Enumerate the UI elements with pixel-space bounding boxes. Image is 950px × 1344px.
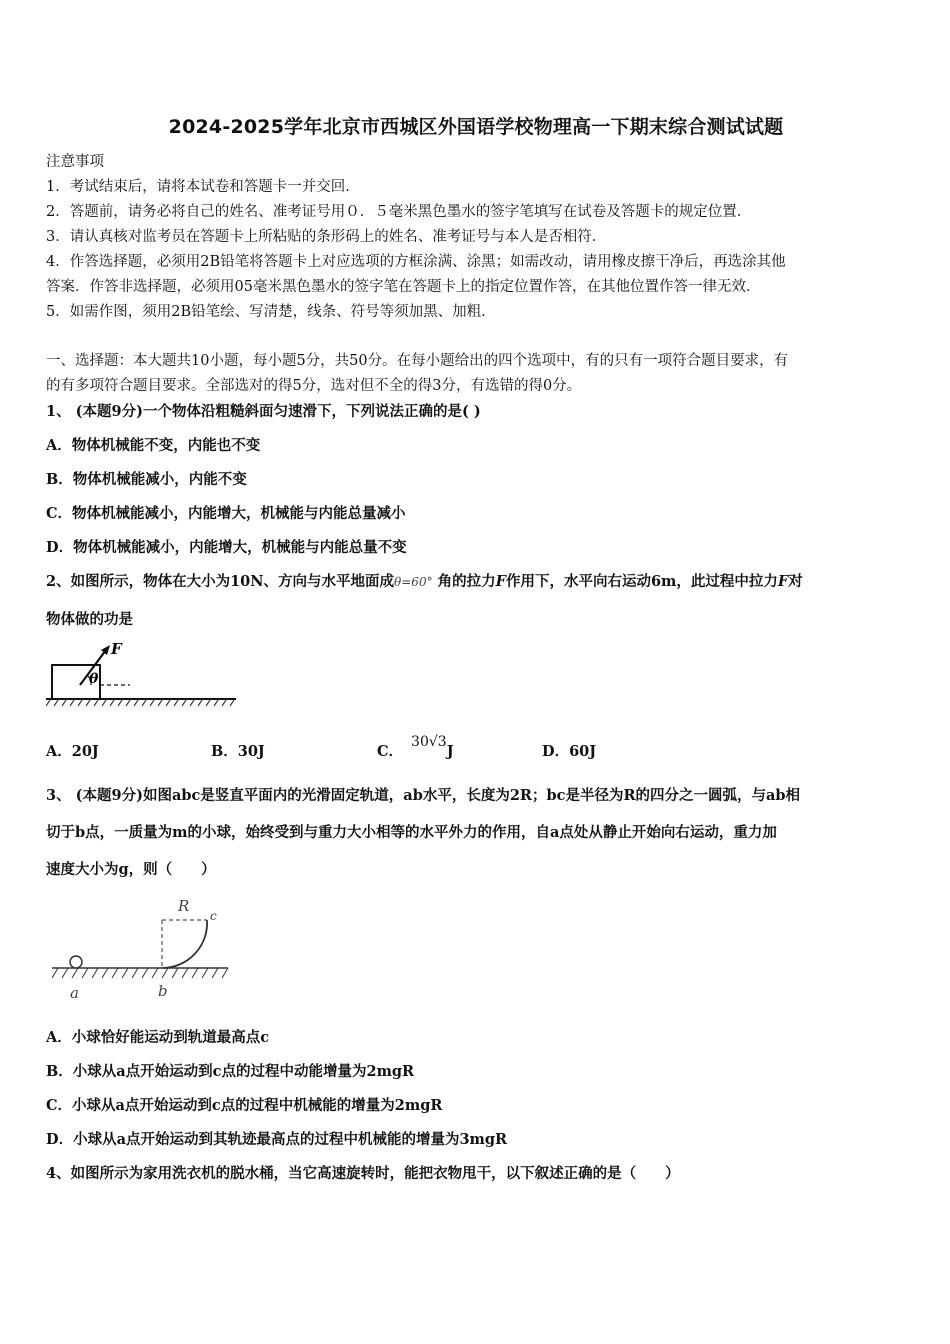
angle-label: θ — [89, 671, 99, 687]
section-heading-cont: 的有多项符合题目要求。全部选对的得5分，选对但不全的得3分，有选错的得0分。 — [46, 378, 582, 394]
exam-title: 2024-2025学年北京市西城区外国语学校物理高一下期末综合测试试题 — [168, 116, 784, 138]
notice-item: 1．考试结束后，请将本试卷和答题卡一并交回． — [46, 179, 360, 195]
notice-item: 4．作答选择题，必须用2B铅笔将答题卡上对应选项的方框涂满、涂黑；如需改动，请用橡皮擦干净后，再选涂其他 — [46, 254, 786, 270]
notice-heading: 注意事项 — [46, 154, 104, 170]
notice-item: 3．请认真核对监考员在答题卡上所粘贴的条形码上的姓名、准考证号与本人是否相符． — [46, 229, 607, 245]
q2-figure — [46, 636, 246, 716]
q1-option-a: A．物体机械能不变，内能也不变 — [46, 437, 261, 454]
q3-option-a: A．小球恰好能运动到轨道最高点c — [46, 1029, 270, 1046]
arc-track — [162, 920, 207, 968]
notice-item: 答案．作答非选择题，必须用05毫米黑色墨水的签字笔在答题卡上的指定位置作答，在其他位置作答一律无效． — [46, 279, 761, 295]
q3-stem-line1: 3、 (本题9分)如图abc是竖直平面内的光滑固定轨道，ab水平，长度为2R；bc是半径为R的四分之一圆弧，与ab相 — [46, 787, 801, 804]
force-label: F — [111, 640, 122, 658]
label-a: a — [70, 984, 79, 1002]
q1-option-b: B．物体机械能减小，内能不变 — [46, 471, 247, 488]
q2-stem: 2、如图所示，物体在大小为10N、方向与水平地面成θ=60° 角的拉力F作用下，水平向右运动6m，此过程中拉力F对 — [46, 573, 803, 590]
q2-angle: θ=60° — [394, 575, 433, 589]
q3-stem-line3: 速度大小为g，则（ ） — [46, 861, 216, 878]
q3-option-d: D．小球从a点开始运动到其轨迹最高点的过程中机械能的增量为3mgR — [46, 1131, 508, 1148]
label-c: c — [210, 909, 217, 923]
label-b: b — [158, 982, 168, 1000]
q4-stem: 4、如图所示为家用洗衣机的脱水桶，当它高速旋转时，能把衣物甩干，以下叙述正确的是（ ） — [46, 1165, 680, 1182]
q1-option-c: C．物体机械能减小，内能增大，机械能与内能总量减小 — [46, 505, 406, 522]
q3-figure — [48, 890, 238, 1005]
q2-option-d: D．60J — [542, 743, 597, 760]
notice-item: 2．答题前，请务必将自己的姓名、准考证号用０．５毫米黑色墨水的签字笔填写在试卷及答题卡的规定位置． — [46, 204, 752, 220]
q3-option-b: B．小球从a点开始运动到c点的过程中动能增量为2mgR — [46, 1063, 415, 1080]
ball — [70, 956, 82, 968]
section-heading: 一、选择题：本大题共10小题，每小题5分，共50分。在每小题给出的四个选项中，有的只有一项符合题目要求，有 — [46, 353, 789, 369]
q3-option-c: C．小球从a点开始运动到c点的过程中机械能的增量为2mgR — [46, 1097, 443, 1114]
q1-option-d: D．物体机械能减小，内能增大，机械能与内能总量不变 — [46, 539, 407, 556]
q2-option-c: C．30√3J — [377, 734, 454, 760]
q2-stem-cont: 物体做的功是 — [46, 611, 133, 628]
q2-option-a: A．20J — [46, 743, 99, 760]
q1-stem: 1、 (本题9分)一个物体沿粗糙斜面匀速滑下，下列说法正确的是( ) — [46, 403, 481, 420]
q2-option-b: B．30J — [211, 743, 265, 760]
label-R: R — [178, 897, 190, 915]
notice-item: 5．如需作图，须用2B铅笔绘、写清楚，线条、符号等须加黑、加粗． — [46, 304, 496, 320]
q3-stem-line2: 切于b点，一质量为m的小球，始终受到与重力大小相等的水平外力的作用，自a点处从静止开始向右运动，重力加 — [46, 824, 777, 841]
sqrt-expression: 30√3 — [411, 734, 447, 750]
